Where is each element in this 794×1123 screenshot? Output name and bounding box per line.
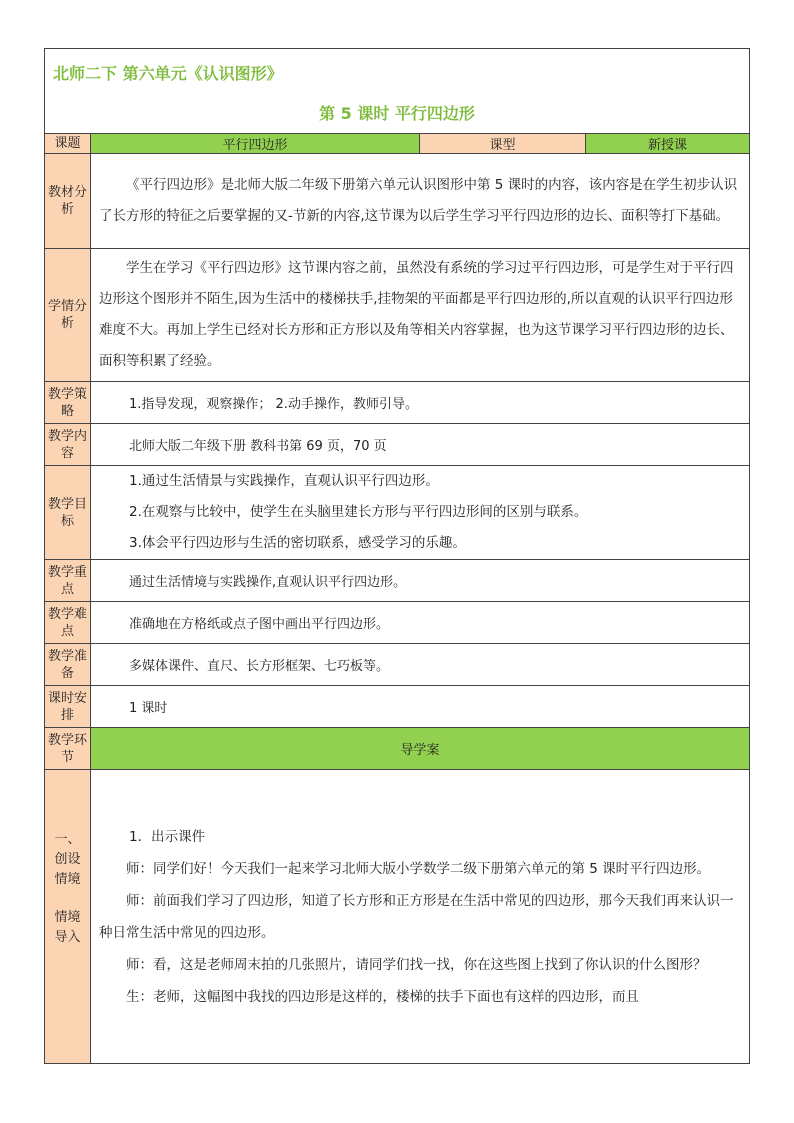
goal-item: 1.通过生活情景与实践操作，直观认识平行四边形。 <box>129 473 439 489</box>
stage-label: 教学环节 <box>45 728 91 770</box>
dialogue-paragraph: 师：看，这是老师周末拍的几张照片，请同学们找一找，你在这些图上找到了你认识的什么图形？ <box>126 956 707 973</box>
textbook-text: 《平行四边形》是北师大版二年级下册第六单元认识图形中第 5 课时的内容，该内容是在学生初步认识了长方形的特征之后要掌握的又-节新的内容,这节课为以后学生学习平行四边形的边长、面积等打下基础。 <box>99 177 738 224</box>
stage1-content <box>91 770 750 1064</box>
strategy-label: 教学策略 <box>45 382 91 424</box>
goal-item: 3.体会平行四边形与生活的密切联系，感受学习的乐趣。 <box>129 535 466 551</box>
dialogue-paragraph: 师：同学们好！今天我们一起来学习北师大版小学数学二级下册第六单元的第 5 课时平行四边形。 <box>126 860 711 877</box>
topic-value: 平行四边形 <box>91 134 420 154</box>
lesson-table <box>44 48 750 1064</box>
step-heading: 1．出示课件 <box>129 828 206 845</box>
content-label: 教学内容 <box>45 424 91 466</box>
goals-list <box>91 466 750 560</box>
page-subtitle: 第 5 课时 平行四边形 <box>319 104 475 123</box>
key-label: 教学重点 <box>45 560 91 602</box>
textbook-label: 教材分析 <box>45 154 91 249</box>
schedule-text: 1 课时 <box>91 686 750 728</box>
dialogue-paragraph: 生：老师，这幅图中我找的四边形是这样的，楼梯的扶手下面也有这样的四边形，而且 <box>126 988 639 1005</box>
type-value: 新授课 <box>586 134 750 154</box>
prep-text: 多媒体课件、直尺、长方形框架、七巧板等。 <box>91 644 750 686</box>
key-text: 通过生活情境与实践操作,直观认识平行四边形。 <box>91 560 750 602</box>
lesson-plan <box>44 48 749 1064</box>
difficulty-label: 教学难点 <box>45 602 91 644</box>
stage-value: 导学案 <box>91 728 750 770</box>
students-label: 学情分析 <box>45 249 91 382</box>
type-label: 课型 <box>420 134 586 154</box>
difficulty-text: 准确地在方格纸或点子图中画出平行四边形。 <box>91 602 750 644</box>
goals-label: 教学目标 <box>45 466 91 560</box>
content-text: 北师大版二年级下册 教科书第 69 页，70 页 <box>91 424 750 466</box>
students-text: 学生在学习《平行四边形》这节课内容之前，虽然没有系统的学习过平行四边形，可是学生对于平行四边形这个图形并不陌生,因为生活中的楼梯扶手,挂物架的平面都是平行四边形的,所以直观的认识平行四边形难度不大。再加上学生已经对长方形和正方形以及角等相关内容掌握，也为这节课学习平行四边形的边长、面积等积累了经验。 <box>99 260 734 369</box>
dialogue-paragraph: 师：前面我们学习了四边形，知道了长方形和正方形是在生活中常见的四边形，那今天我们再来认识一种日常生活中常见的四边形。 <box>99 892 734 941</box>
prep-label: 教学准备 <box>45 644 91 686</box>
stage1-label: 一、 创设 情境 情境 导入 <box>45 770 91 1064</box>
page-title: 北师二下 第六单元《认识图形》 <box>53 64 283 83</box>
students-analysis <box>91 249 750 382</box>
schedule-label: 课时安排 <box>45 686 91 728</box>
strategy-text: 1.指导发现，观察操作； 2.动手操作，教师引导。 <box>91 382 750 424</box>
goal-item: 2.在观察与比较中，使学生在头脑里建长方形与平行四边形间的区别与联系。 <box>129 504 588 520</box>
title-cell <box>45 49 750 134</box>
textbook-analysis <box>91 154 750 249</box>
topic-label: 课题 <box>45 134 91 154</box>
